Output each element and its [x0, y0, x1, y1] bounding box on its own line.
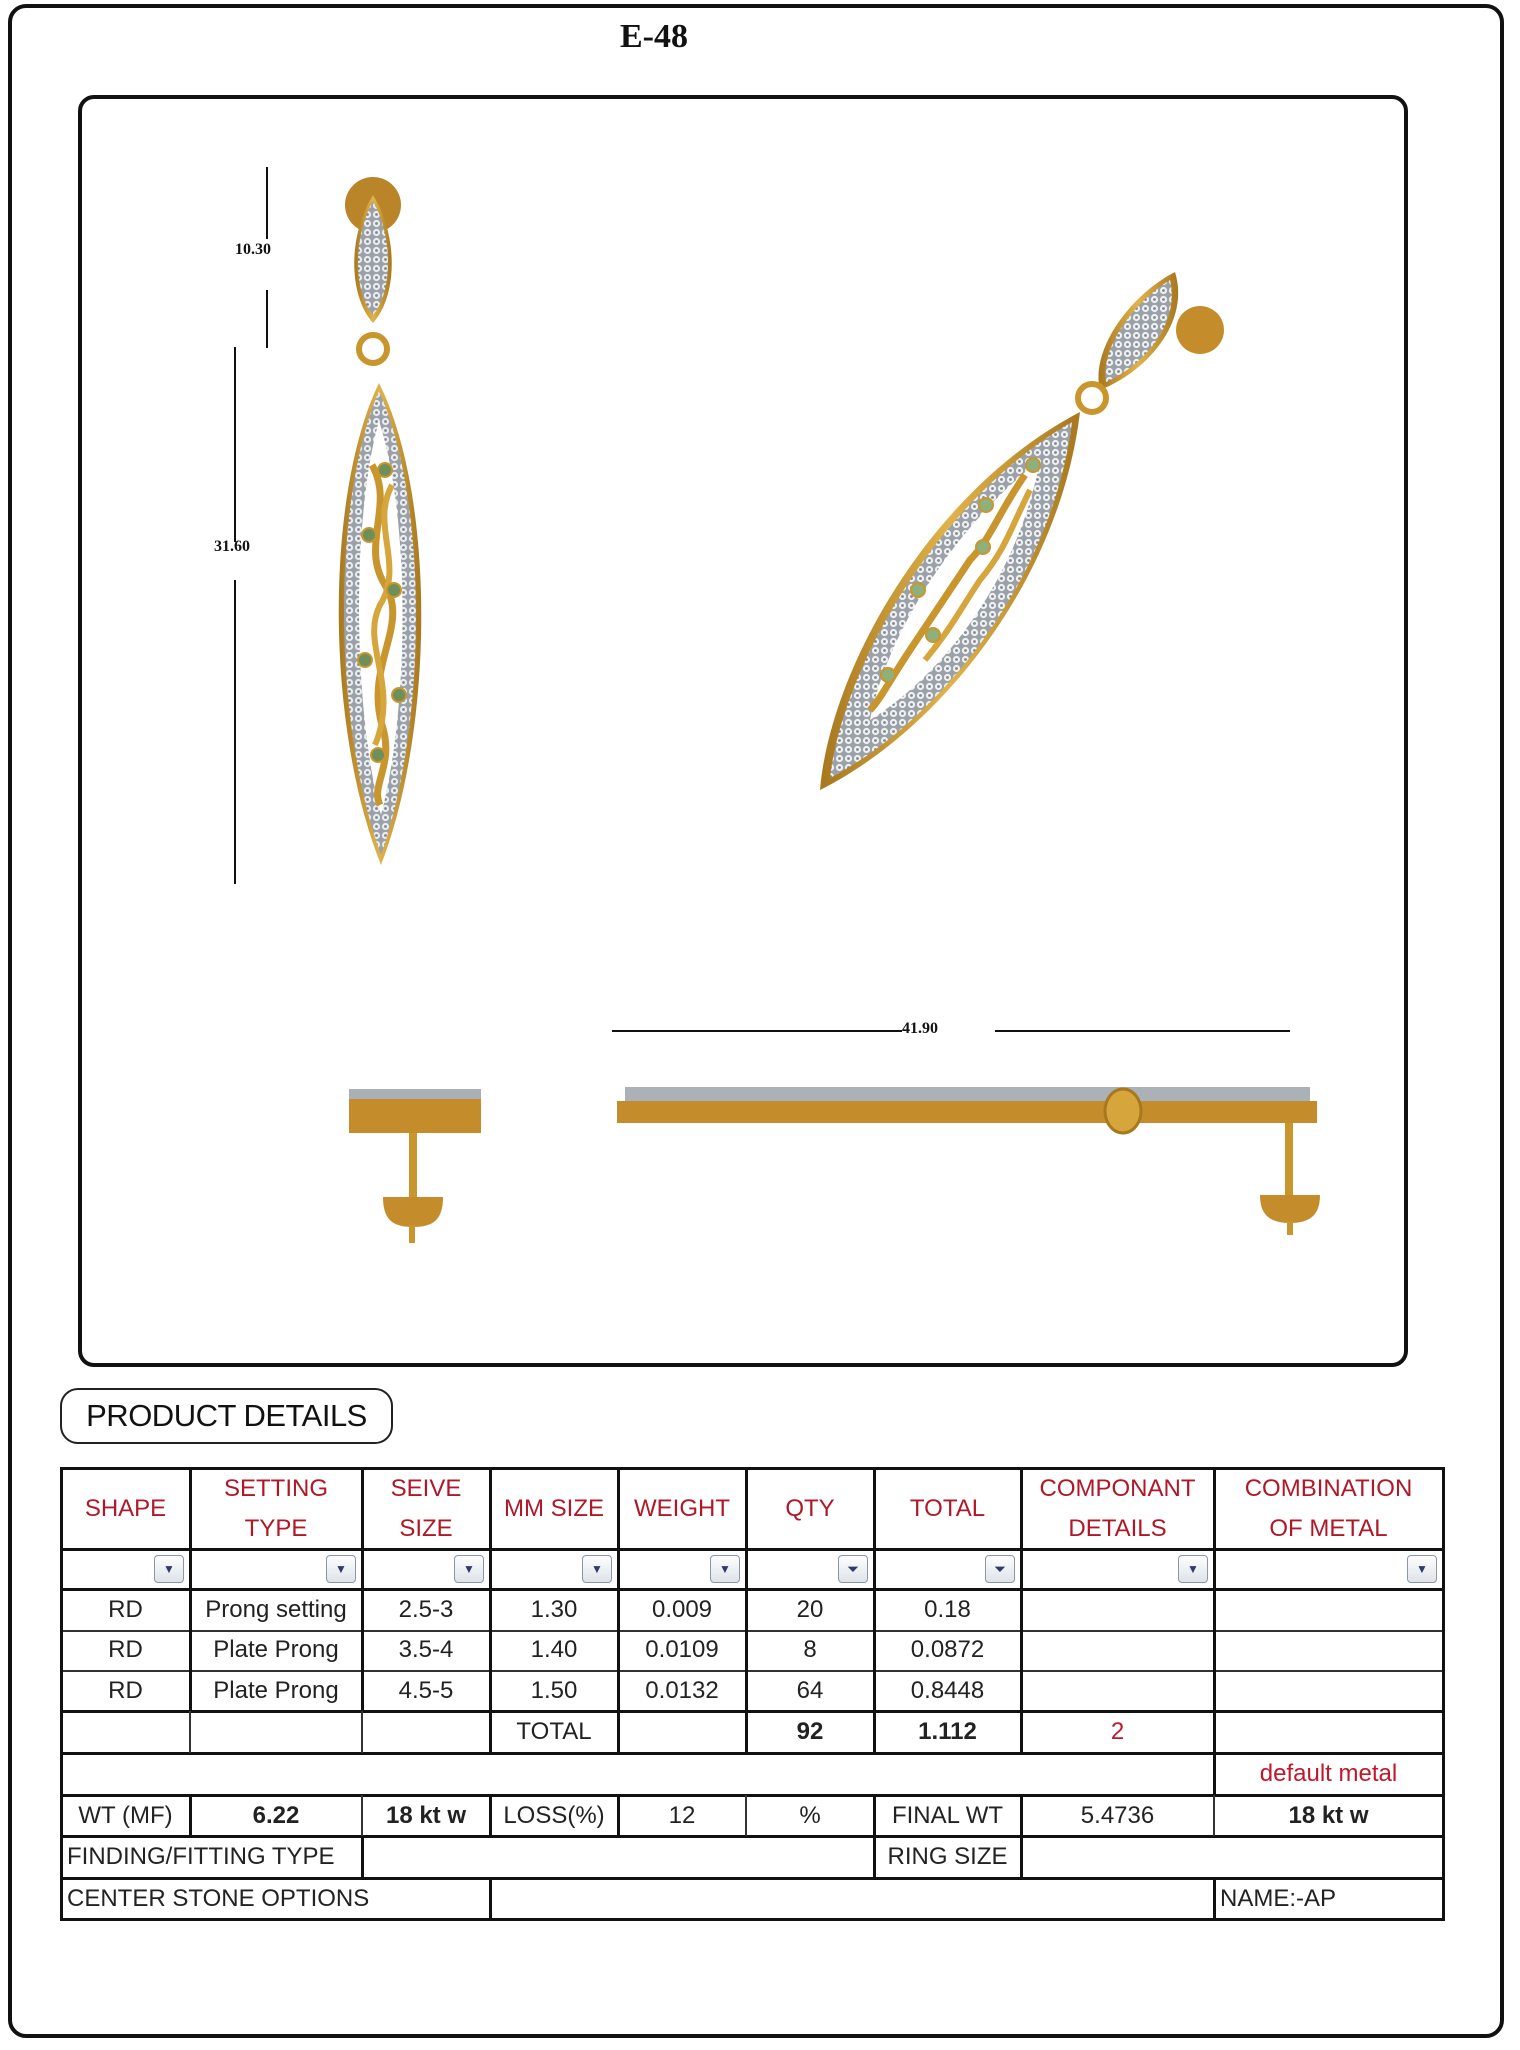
- dropdown-arrow-icon[interactable]: ▼: [154, 1555, 184, 1583]
- table-border: [61, 1918, 1445, 1921]
- cell-mm: 1.50: [530, 1676, 578, 1704]
- dimension-line-drop-lower: [234, 580, 236, 884]
- dimension-line-top-lower: [266, 290, 268, 348]
- dimension-line-width-right: [995, 1030, 1290, 1032]
- table-border: [61, 1794, 1445, 1797]
- filter-funnel-icon[interactable]: ⏷: [838, 1555, 868, 1583]
- table-border: [361, 1467, 364, 1711]
- table-border: [745, 1467, 748, 1711]
- table-border: [361, 1836, 364, 1878]
- product-details-label: PRODUCT DETAILS: [60, 1388, 393, 1444]
- cell-mm: 1.30: [530, 1595, 578, 1623]
- cell-total: 0.18: [924, 1595, 971, 1623]
- center-stone-options-label: CENTER STONE OPTIONS: [67, 1885, 370, 1912]
- table-border: [1442, 1467, 1445, 1921]
- table-border: [61, 1752, 1445, 1755]
- dimension-line-width-left: [612, 1030, 902, 1032]
- cell-qty: 64: [796, 1676, 824, 1704]
- dropdown-arrow-icon[interactable]: ▼: [1178, 1555, 1208, 1583]
- cell-weight: 0.0109: [645, 1636, 719, 1663]
- table-border: [617, 1795, 620, 1836]
- table-border: [1213, 1795, 1215, 1836]
- filter-cell-qty: [746, 1549, 874, 1589]
- cell-shape: RD: [108, 1595, 143, 1623]
- cell-sieve: 3.5-4: [398, 1636, 454, 1663]
- filter-cell-setting: [190, 1549, 362, 1589]
- finding-fitting-type-value[interactable]: [362, 1836, 874, 1878]
- final-wt-value: 5.4736: [1080, 1801, 1155, 1829]
- cell-qty: 20: [796, 1595, 824, 1623]
- header-weight: WEIGHT: [634, 1494, 730, 1522]
- table-border: [1213, 1467, 1216, 1711]
- ring-size-value[interactable]: [1021, 1836, 1443, 1878]
- totals-label: TOTAL: [516, 1718, 592, 1745]
- final-wt-label: FINAL WT: [891, 1801, 1004, 1829]
- table-border: [1020, 1711, 1023, 1753]
- earring-side-length-image: [615, 1085, 1320, 1235]
- table-border: [489, 1878, 492, 1920]
- header-componant-details: COMPONANT DETAILS: [1039, 1474, 1196, 1542]
- filter-cell-seive: [362, 1549, 490, 1589]
- header-qty: QTY: [785, 1494, 835, 1522]
- table-border: [873, 1711, 876, 1753]
- table-border: [189, 1711, 191, 1753]
- cell-total: 0.0872: [910, 1636, 985, 1663]
- table-border: [489, 1711, 492, 1753]
- header-shape: SHAPE: [84, 1494, 167, 1522]
- dropdown-arrow-icon[interactable]: ▼: [1407, 1555, 1437, 1583]
- table-border: [489, 1467, 492, 1711]
- dropdown-arrow-icon[interactable]: ▼: [454, 1555, 484, 1583]
- totals-total: 1.112: [918, 1718, 977, 1745]
- earring-angled-view-image: [790, 250, 1250, 810]
- table-border: [361, 1711, 363, 1753]
- table-border: [61, 1588, 1445, 1591]
- header-setting-type: SETTING TYPE: [223, 1474, 328, 1542]
- cell-shape: RD: [108, 1636, 143, 1663]
- dimension-drop-height: 31.60: [214, 538, 250, 555]
- filter-cell-component: [1021, 1549, 1214, 1589]
- table-border: [189, 1467, 192, 1711]
- table-border: [61, 1877, 1445, 1880]
- filter-cell-mm: [490, 1549, 618, 1589]
- cell-weight: 0.0132: [645, 1676, 719, 1704]
- cell-qty: 8: [803, 1636, 817, 1663]
- design-code-title: E-48: [620, 18, 688, 55]
- cell-setting: Plate Prong: [213, 1636, 339, 1663]
- wt-metal: 18 kt w: [385, 1801, 467, 1829]
- final-metal: 18 kt w: [1288, 1801, 1369, 1829]
- table-border: [61, 1630, 1445, 1632]
- table-border: [61, 1670, 1445, 1672]
- table-border: [1213, 1711, 1216, 1795]
- header-total: TOTAL: [909, 1494, 986, 1522]
- cell-sieve: 2.5-3: [398, 1595, 454, 1623]
- cell-weight: 0.009: [651, 1595, 713, 1623]
- ring-size-label: RING SIZE: [887, 1843, 1008, 1870]
- table-border: [873, 1795, 876, 1878]
- finding-fitting-type-label: FINDING/FITTING TYPE: [67, 1843, 335, 1870]
- table-border: [617, 1467, 620, 1711]
- table-border: [189, 1795, 192, 1836]
- cell-sieve: 4.5-5: [398, 1676, 454, 1704]
- table-border: [1213, 1878, 1216, 1920]
- filter-cell-shape: [61, 1549, 190, 1589]
- table-border: [60, 1467, 63, 1921]
- earring-side-profile-image: [345, 1085, 485, 1245]
- loss-value: 12: [668, 1801, 696, 1829]
- cell-mm: 1.40: [530, 1636, 578, 1663]
- designer-name: NAME:-AP: [1220, 1885, 1337, 1912]
- loss-label: LOSS(%): [503, 1801, 605, 1829]
- header-mm-size: MM SIZE: [504, 1494, 604, 1522]
- wt-mf-value: 6.22: [252, 1801, 300, 1829]
- filter-cell-total: [874, 1549, 1021, 1589]
- cell-shape: RD: [108, 1676, 143, 1704]
- filter-funnel-icon[interactable]: ⏷: [985, 1555, 1015, 1583]
- totals-component-count: 2: [1110, 1718, 1125, 1745]
- dimension-line-top-upper: [266, 167, 268, 239]
- earring-front-view-image: [300, 165, 470, 875]
- table-border: [873, 1467, 876, 1711]
- totals-qty: 92: [796, 1718, 824, 1745]
- table-border: [61, 1548, 1445, 1551]
- cell-setting: Prong setting: [205, 1595, 347, 1623]
- center-stone-options-value[interactable]: [490, 1878, 1214, 1920]
- table-border: [61, 1710, 1445, 1713]
- table-border: [1020, 1467, 1023, 1711]
- dimension-side-width: 41.90: [902, 1020, 938, 1037]
- header-combination-of-metal: COMBINATION OF METAL: [1244, 1474, 1413, 1542]
- table-border: [745, 1711, 748, 1753]
- table-border: [61, 1835, 1445, 1838]
- table-border: [617, 1711, 620, 1753]
- header-seive-size: SEIVE SIZE: [390, 1474, 462, 1542]
- dropdown-arrow-icon[interactable]: ▼: [582, 1555, 612, 1583]
- table-border: [489, 1795, 492, 1836]
- default-metal-label: default metal: [1259, 1760, 1398, 1787]
- loss-unit: %: [799, 1801, 821, 1829]
- cell-setting: Plate Prong: [213, 1676, 339, 1704]
- dimension-top-height: 10.30: [235, 241, 271, 258]
- dimension-line-drop-upper: [234, 347, 236, 542]
- table-border: [61, 1467, 1445, 1470]
- cell-total: 0.8448: [910, 1676, 985, 1704]
- dropdown-arrow-icon[interactable]: ▼: [326, 1555, 356, 1583]
- filter-cell-weight: [618, 1549, 746, 1589]
- filter-cell-metal: [1214, 1549, 1443, 1589]
- dropdown-arrow-icon[interactable]: ▼: [710, 1555, 740, 1583]
- table-border: [745, 1795, 747, 1836]
- table-border: [361, 1795, 363, 1836]
- wt-mf-label: WT (MF): [78, 1801, 173, 1829]
- table-border: [1020, 1795, 1023, 1878]
